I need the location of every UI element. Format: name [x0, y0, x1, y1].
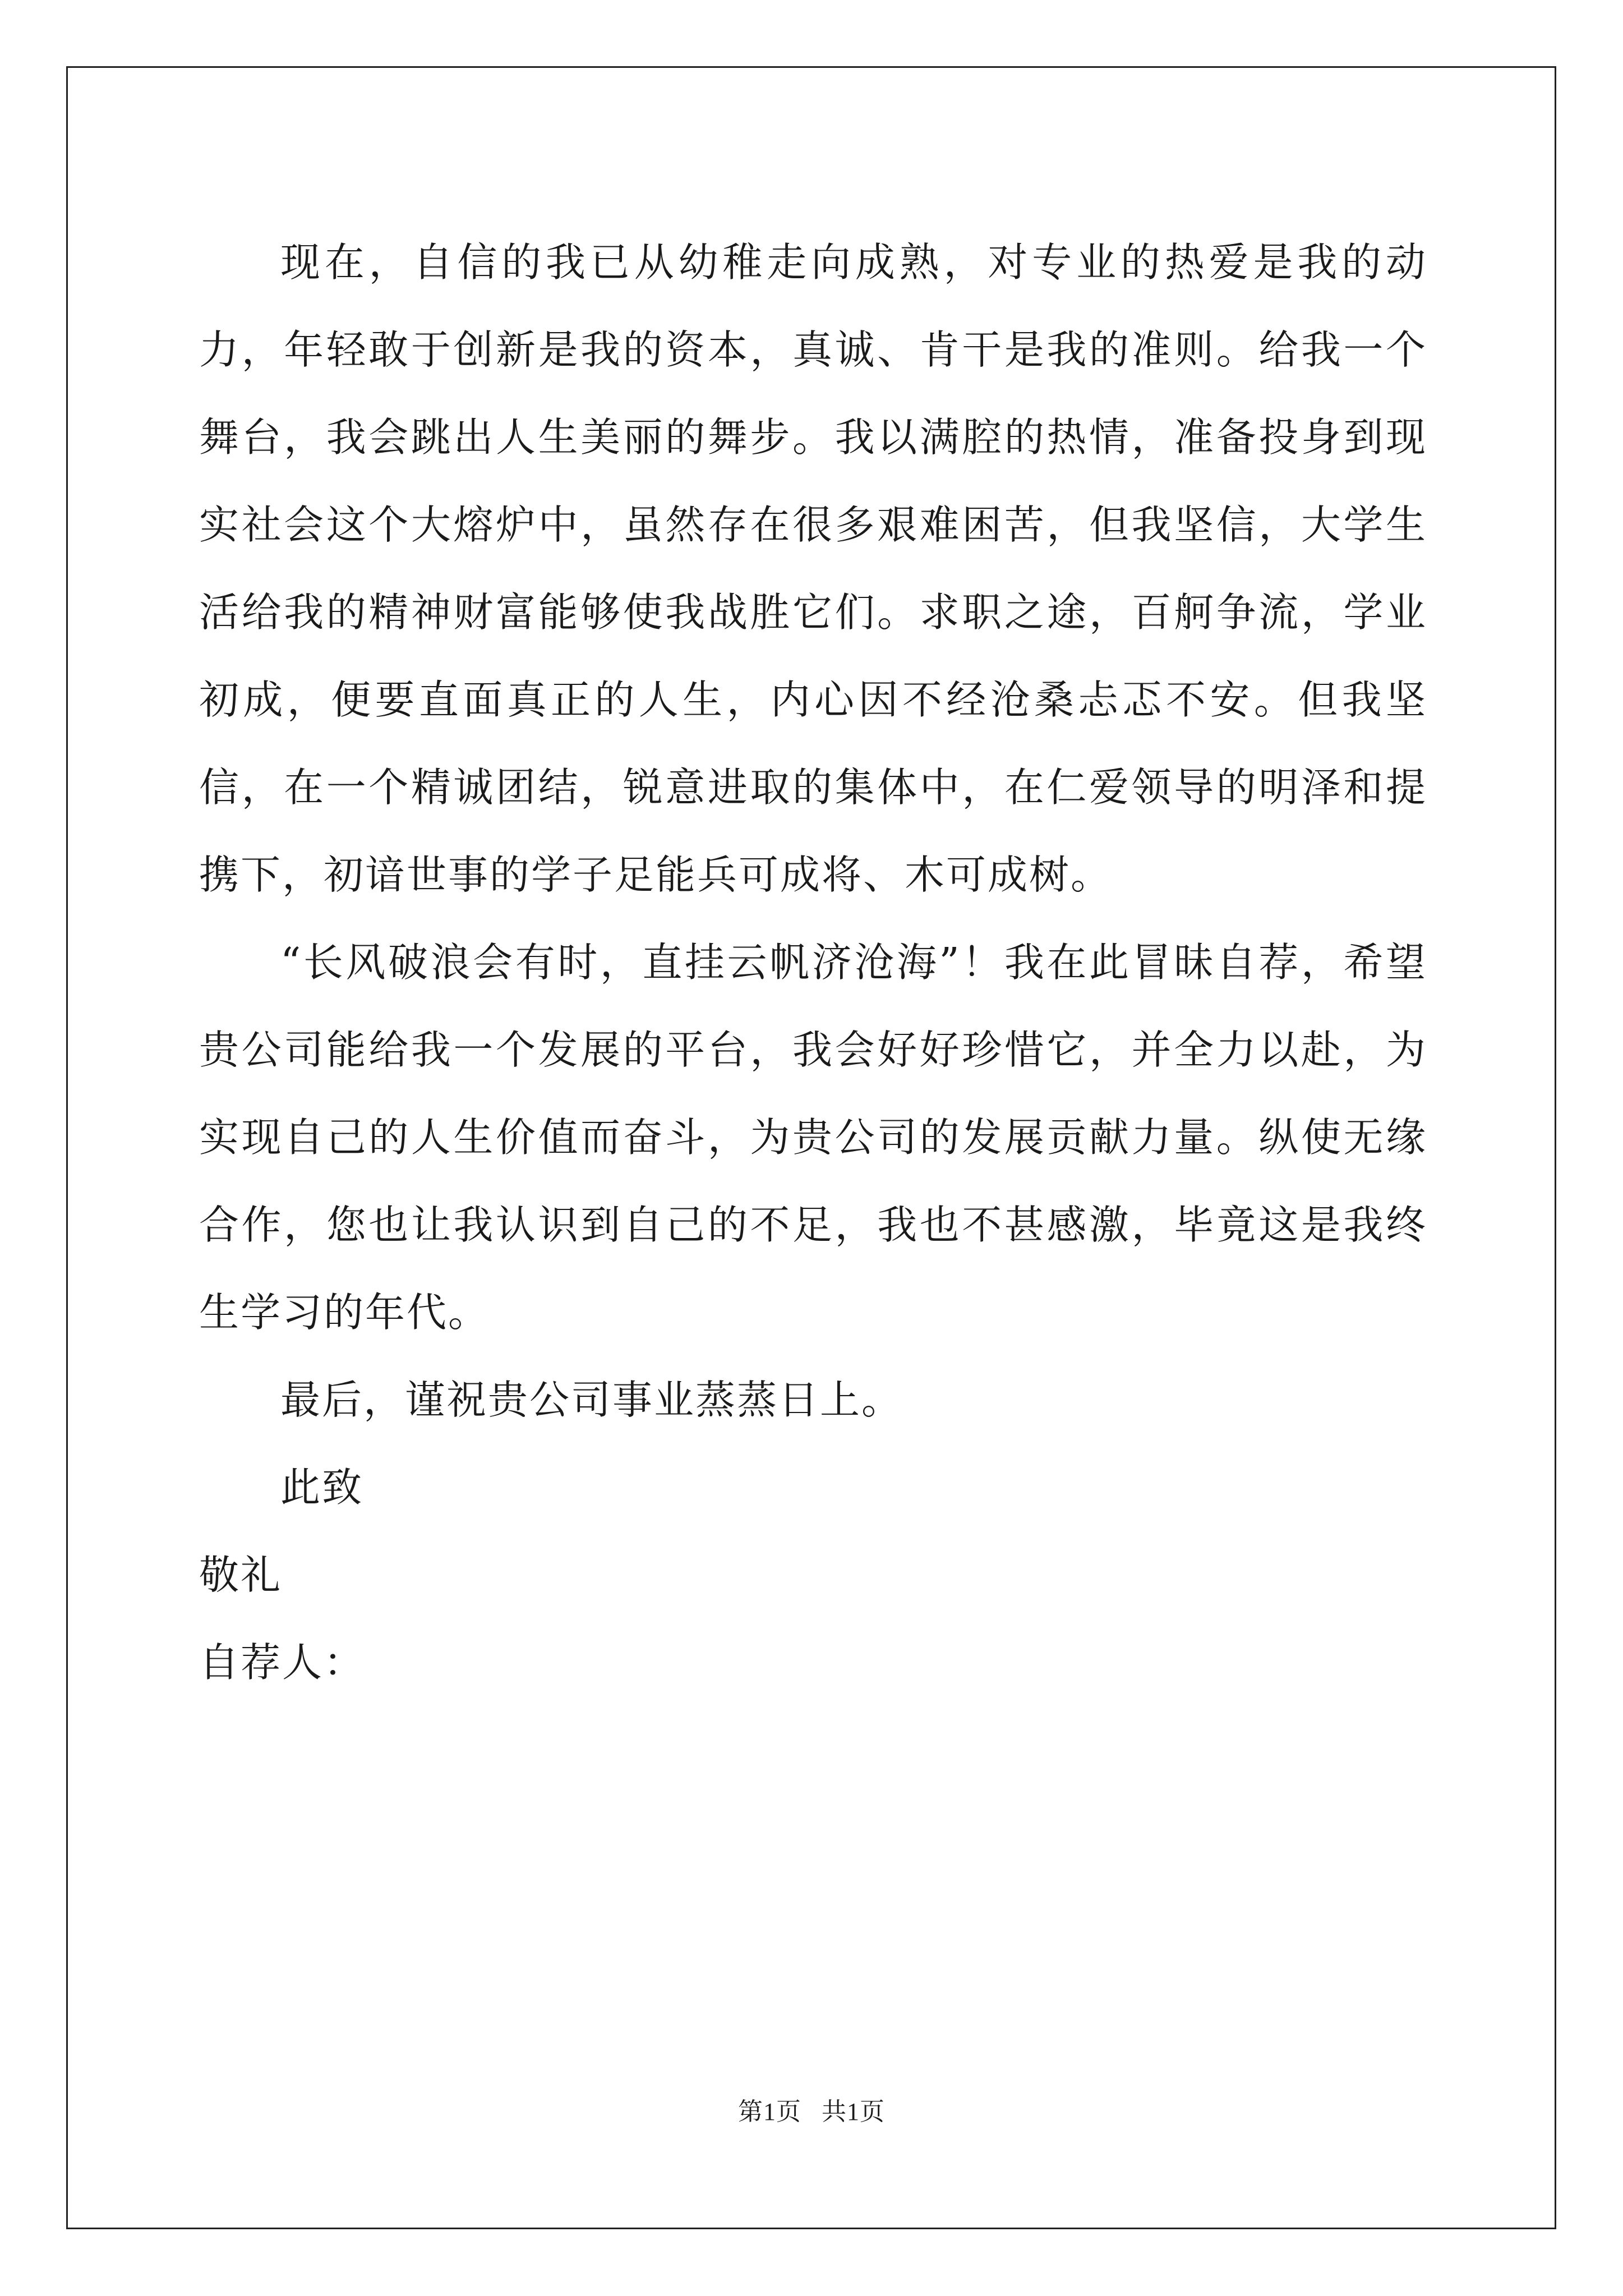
- page-footer: [0, 2091, 1623, 2127]
- paragraph-1: 现在，自信的我已从幼稚走向成熟，对专业的热爱是我的动力，年轻敢于创新是我的资本，真诚、肯干是我的准则。给我一个舞台，我会跳出人生美丽的舞步。我以满腔的热情，准备投身到现实社会这个大熔炉中，虽然存在很多艰难困苦，但我坚信，大学生活给我的精神财富能够使我战胜它们。求职之途，百舸争流，学业初成，便要直面真正的人生，内心因不经沧桑忐忑不安。但我坚信，在一个精诚团结，锐意进取的集体中，在仁爱领导的明泽和提携下，初谙世事的学子足能兵可成将、木可成树。: [199, 239, 1427, 898]
- paragraph-2: “长风破浪会有时，直挂云帆济沧海”！我在此冒昧自荐，希望贵公司能给我一个发展的平台，我会好好珍惜它，并全力以赴，为实现自己的人生价值而奋斗，为贵公司的发展贡献力量。纵使无缘合作，您也让我认识到自己的不足，我也不甚感激，毕竟这是我终生学习的年代。: [199, 939, 1427, 1336]
- paragraph-closing-wish: 最后，谨祝贵公司事业蒸蒸日上。: [280, 1377, 903, 1423]
- page-number: 第1页 共1页: [738, 2098, 885, 2125]
- letter-body: [199, 219, 1427, 1706]
- signature-line: 自荐人：: [199, 1639, 366, 1686]
- paragraph-salutation: 此致: [280, 1464, 364, 1511]
- closing-line: 敬礼: [199, 1552, 283, 1598]
